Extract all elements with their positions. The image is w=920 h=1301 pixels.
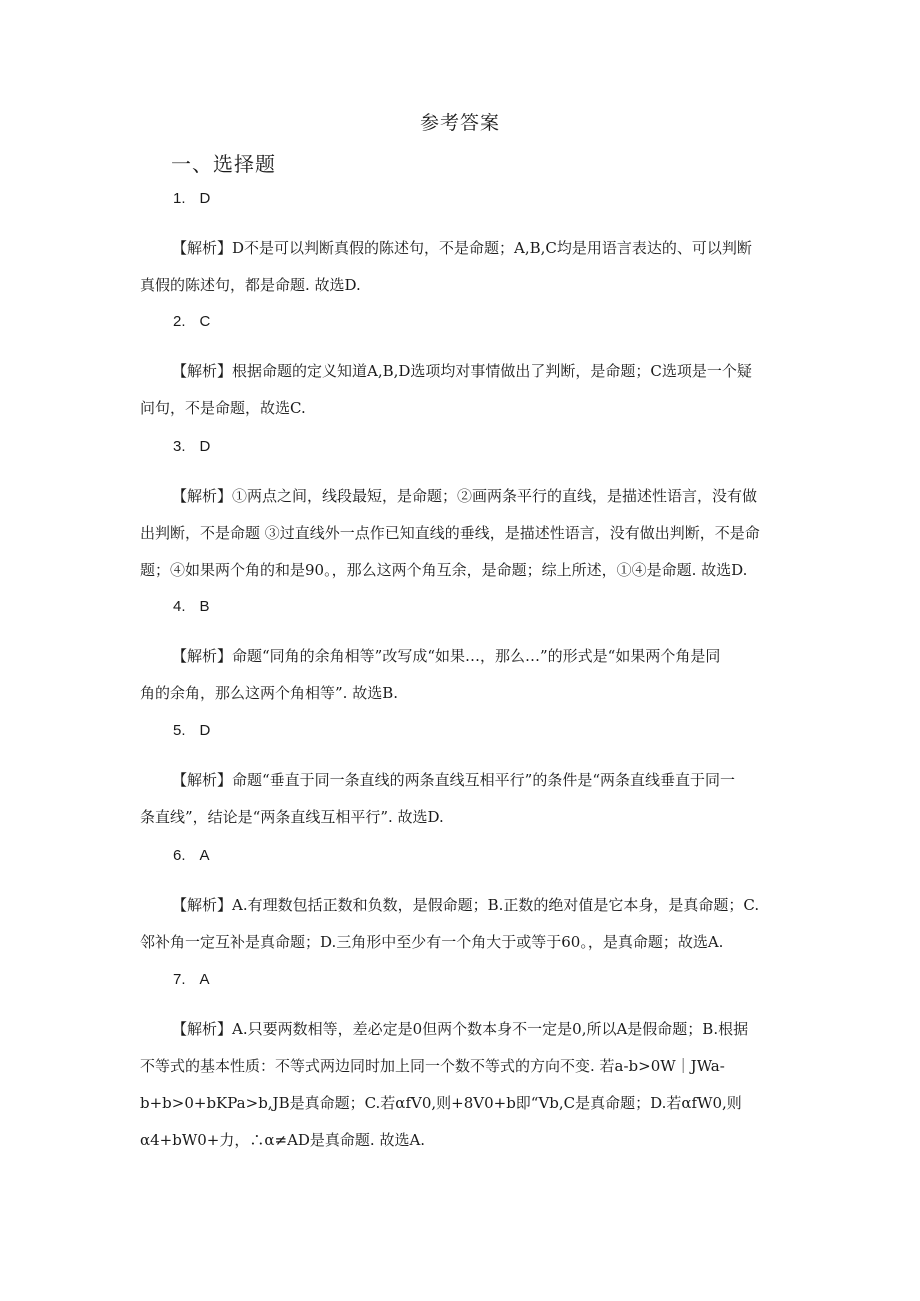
question-number: 1. xyxy=(173,190,186,207)
question-number: 7. xyxy=(173,971,186,988)
question-1-answer xyxy=(173,190,210,207)
page-title: 参考答案 xyxy=(419,112,500,134)
answer-letter: D xyxy=(199,722,211,739)
question-6-answer xyxy=(173,847,210,864)
question-number: 4. xyxy=(173,598,186,615)
question-5-explanation xyxy=(140,762,790,836)
answer-letter: B xyxy=(199,598,210,615)
question-2-answer xyxy=(173,313,210,330)
question-4-explanation xyxy=(140,638,790,712)
question-3-explanation xyxy=(140,478,790,589)
answer-letter: A xyxy=(199,971,210,988)
explanation-line: 出判断，不是命题 ③过直线外一点作已知直线的垂线，是描述性语言，没有做出判断，不是命 xyxy=(140,524,760,542)
explanation-line: 不等式的基本性质：不等式两边同时加上同一个数不等式的方向不变. 若a-b>0W｜JWa- xyxy=(140,1057,725,1075)
explanation-line: 【解析】A.有理数包括正数和负数，是假命题；B.正数的绝对值是它本身，是真命题；C. xyxy=(172,896,760,914)
answer-letter: A xyxy=(199,847,210,864)
question-number: 5. xyxy=(173,722,186,739)
question-7-answer xyxy=(173,971,210,988)
question-4-answer xyxy=(173,598,210,615)
question-3-answer xyxy=(173,438,210,455)
explanation-line: α4+bW0+力，∴α≠AD是真命题. 故选A. xyxy=(140,1131,426,1149)
question-1-explanation xyxy=(140,230,790,304)
explanation-line: 【解析】命题“垂直于同一条直线的两条直线互相平行”的条件是“两条直线垂直于同一 xyxy=(172,771,736,789)
question-number: 3. xyxy=(173,438,186,455)
explanation-line: 【解析】D不是可以判断真假的陈述句，不是命题；A,B,C均是用语言表达的、可以判断 xyxy=(172,239,752,257)
answer-letter: C xyxy=(199,313,211,330)
question-number: 6. xyxy=(173,847,186,864)
answer-letter: D xyxy=(199,190,211,207)
question-5-answer xyxy=(173,722,210,739)
explanation-line: 【解析】命题“同角的余角相等”改写成“如果…，那么…”的形式是“如果两个角是同 xyxy=(172,647,721,665)
explanation-line: 【解析】①两点之间，线段最短，是命题；②画两条平行的直线，是描述性语言，没有做 xyxy=(172,487,758,505)
question-number: 2. xyxy=(173,313,186,330)
explanation-line: 问句，不是命题，故选C. xyxy=(140,399,306,417)
answer-letter: D xyxy=(199,438,211,455)
explanation-line: 角的余角，那么这两个角相等”. 故选B. xyxy=(140,684,398,702)
question-7-explanation xyxy=(140,1011,790,1159)
explanation-line: 邻补角一定互补是真命题；D.三角形中至少有一个角大于或等于60。，是真命题；故选A. xyxy=(140,933,724,951)
explanation-line: b+b>0+bKPa>b,JB是真命题；C.若αfV0,则+8V0+b即“Vb,C是真命题；D.若αfW0,则 xyxy=(140,1094,742,1112)
explanation-line: 条直线”，结论是“两条直线互相平行”. 故选D. xyxy=(140,808,444,826)
question-2-explanation xyxy=(140,353,790,427)
explanation-line: 真假的陈述句，都是命题. 故选D. xyxy=(140,276,361,294)
explanation-line: 【解析】A.只要两数相等，差必定是0但两个数本身不一定是0,所以A是假命题；B.根据 xyxy=(172,1020,749,1038)
explanation-line: 题；④如果两个角的和是90。，那么这两个角互余，是命题；综上所述，①④是命题. 故选D. xyxy=(140,561,748,579)
explanation-line: 【解析】根据命题的定义知道A,B,D选项均对事情做出了判断，是命题；C选项是一个疑 xyxy=(172,362,752,380)
section-heading: 一、选择题 xyxy=(171,152,276,176)
question-6-explanation xyxy=(140,887,790,961)
